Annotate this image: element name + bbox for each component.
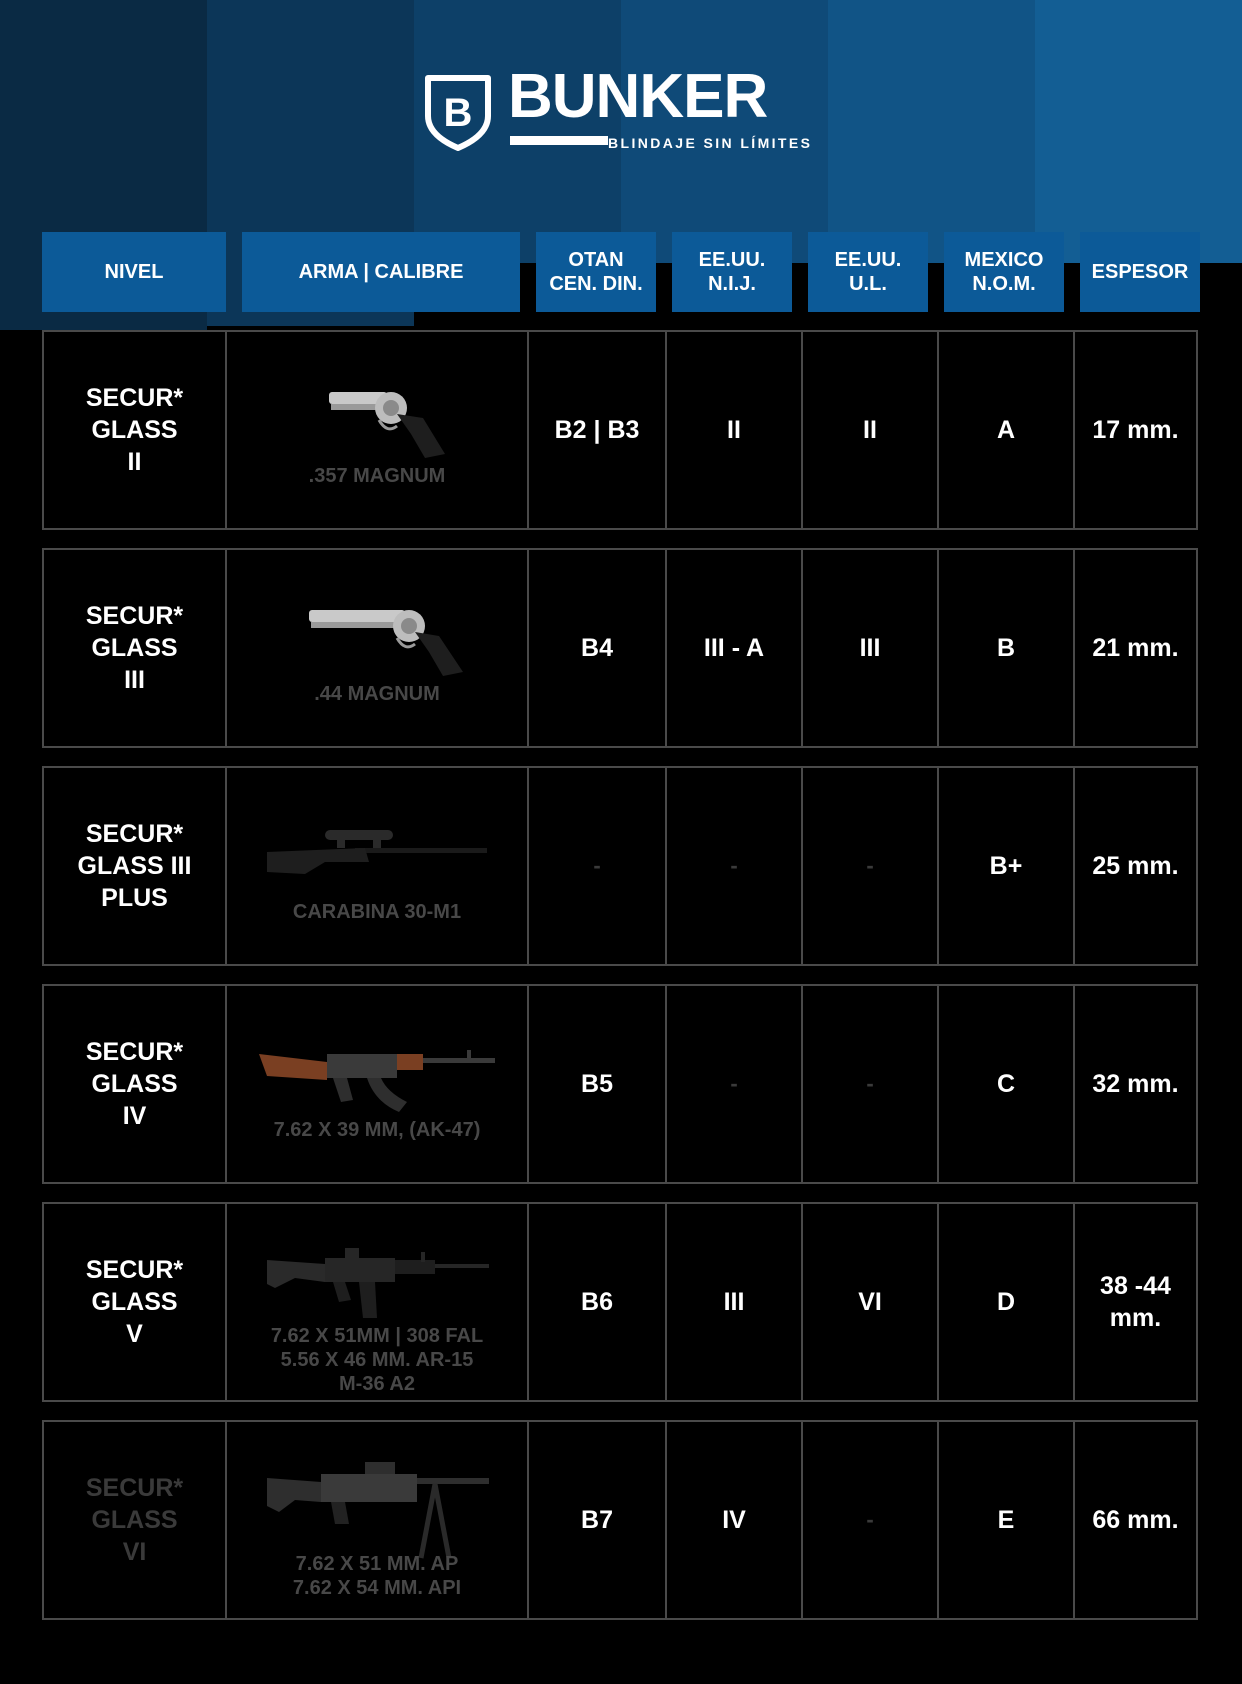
header-arma: ARMA | CALIBRE <box>242 232 520 312</box>
ul-value: - <box>866 853 874 878</box>
brand-underline <box>510 136 608 145</box>
cell-ul <box>803 1204 939 1400</box>
bunker-logo <box>422 62 822 154</box>
cell-nom <box>939 768 1075 964</box>
cell-espesor <box>1075 332 1196 528</box>
cell-nij <box>667 1422 803 1618</box>
header-nij: EE.UU. N.I.J. <box>672 232 792 312</box>
table-row <box>42 548 1198 748</box>
level-label: SECUR* GLASS V <box>85 1256 184 1348</box>
table-row <box>42 1202 1198 1402</box>
revolver-short-icon <box>327 384 447 465</box>
otan-value: B7 <box>581 1506 613 1534</box>
ul-value: - <box>866 1071 874 1096</box>
cell-otan <box>529 1422 667 1618</box>
header-ul: EE.UU. U.L. <box>808 232 928 312</box>
header-otan: OTAN CEN. DIN. <box>536 232 656 312</box>
ul-value: III <box>859 634 881 662</box>
cell-nij <box>667 1204 803 1400</box>
header-nom: MEXICO N.O.M. <box>944 232 1064 312</box>
cell-nom <box>939 332 1075 528</box>
otan-value: B6 <box>581 1288 613 1316</box>
ul-value: VI <box>858 1288 882 1316</box>
nom-value: E <box>997 1506 1015 1534</box>
cell-ul <box>803 986 939 1182</box>
nom-value: A <box>996 416 1016 444</box>
band-panel <box>828 0 1035 263</box>
cell-otan <box>529 332 667 528</box>
caliber-label: .357 MAGNUM <box>308 465 446 487</box>
header-nivel: NIVEL <box>42 232 226 312</box>
cell-weapon <box>227 1204 529 1400</box>
cell-nom <box>939 1204 1075 1400</box>
cell-nij <box>667 986 803 1182</box>
cell-otan <box>529 768 667 964</box>
cell-otan <box>529 550 667 746</box>
cell-weapon <box>227 1422 529 1618</box>
espesor-value: 25 mm. <box>1092 852 1179 880</box>
ar15-icon <box>265 1244 491 1329</box>
table-row <box>42 1420 1198 1620</box>
cell-nij <box>667 768 803 964</box>
cell-otan <box>529 986 667 1182</box>
espesor-value: 17 mm. <box>1092 416 1179 444</box>
otan-value: B5 <box>581 1070 613 1098</box>
cell-level <box>44 1422 227 1618</box>
table-row <box>42 330 1198 530</box>
cell-otan <box>529 1204 667 1400</box>
nij-value: II <box>727 416 741 444</box>
scoped-rifle-icon <box>265 828 489 893</box>
cell-weapon <box>227 768 529 964</box>
nij-value: IV <box>722 1506 746 1534</box>
nij-value: III <box>723 1288 745 1316</box>
cell-nij <box>667 550 803 746</box>
ul-value: - <box>866 1507 874 1532</box>
table-row <box>42 766 1198 966</box>
caliber-label: 7.62 X 51 MM. AP 7.62 X 54 MM. API <box>292 1553 462 1599</box>
caliber-label: 7.62 X 51MM | 308 FAL 5.56 X 46 MM. AR-15 M-36 A2 <box>270 1325 484 1395</box>
nom-value: B <box>996 634 1016 662</box>
level-label: SECUR* GLASS IV <box>85 1038 184 1130</box>
espesor-value: 32 mm. <box>1092 1070 1179 1098</box>
espesor-value: 21 mm. <box>1092 634 1179 662</box>
header-espesor: ESPESOR <box>1080 232 1200 312</box>
level-label: SECUR* GLASS II <box>85 384 184 476</box>
ul-value: II <box>863 416 877 444</box>
cell-weapon <box>227 332 529 528</box>
nij-value: - <box>730 1071 738 1096</box>
cell-ul <box>803 332 939 528</box>
cell-nom <box>939 1422 1075 1618</box>
caliber-label: .44 MAGNUM <box>314 683 440 705</box>
caliber-label: 7.62 X 39 MM, (AK-47) <box>273 1119 481 1141</box>
table-row <box>42 984 1198 1184</box>
brand-name: BUNKER <box>508 62 768 131</box>
otan-value: - <box>593 853 601 878</box>
nom-value: D <box>996 1288 1016 1316</box>
level-label: SECUR* GLASS III PLUS <box>77 820 192 912</box>
cell-ul <box>803 550 939 746</box>
cell-nom <box>939 550 1075 746</box>
cell-nom <box>939 986 1075 1182</box>
cell-espesor <box>1075 768 1196 964</box>
cell-espesor <box>1075 550 1196 746</box>
level-label: SECUR* GLASS III <box>85 602 184 694</box>
nij-value: - <box>730 853 738 878</box>
cell-espesor <box>1075 1204 1196 1400</box>
cell-level <box>44 332 227 528</box>
ak47-icon <box>257 1040 497 1125</box>
espesor-value: 38 -44 mm. <box>1100 1272 1171 1332</box>
shield-icon <box>422 72 494 152</box>
cell-espesor <box>1075 986 1196 1182</box>
otan-value: B4 <box>581 634 613 662</box>
cell-weapon <box>227 986 529 1182</box>
cell-espesor <box>1075 1422 1196 1618</box>
band-panel <box>1035 0 1242 263</box>
nom-value: C <box>996 1070 1016 1098</box>
level-label: SECUR* GLASS VI <box>85 1474 184 1566</box>
cell-weapon <box>227 550 529 746</box>
cell-ul <box>803 1422 939 1618</box>
cell-nij <box>667 332 803 528</box>
cell-level <box>44 986 227 1182</box>
logo-letter: B <box>443 91 473 135</box>
cell-level <box>44 550 227 746</box>
revolver-long-icon <box>307 602 467 683</box>
otan-value: B2 | B3 <box>554 416 640 444</box>
nij-value: III - A <box>703 634 765 662</box>
brand-tagline: BLINDAJE SIN LÍMITES <box>608 135 813 151</box>
espesor-value: 66 mm. <box>1092 1506 1179 1534</box>
nom-value: B+ <box>989 852 1023 880</box>
cell-level <box>44 1204 227 1400</box>
cell-ul <box>803 768 939 964</box>
caliber-label: CARABINA 30-M1 <box>292 901 462 923</box>
cell-level <box>44 768 227 964</box>
